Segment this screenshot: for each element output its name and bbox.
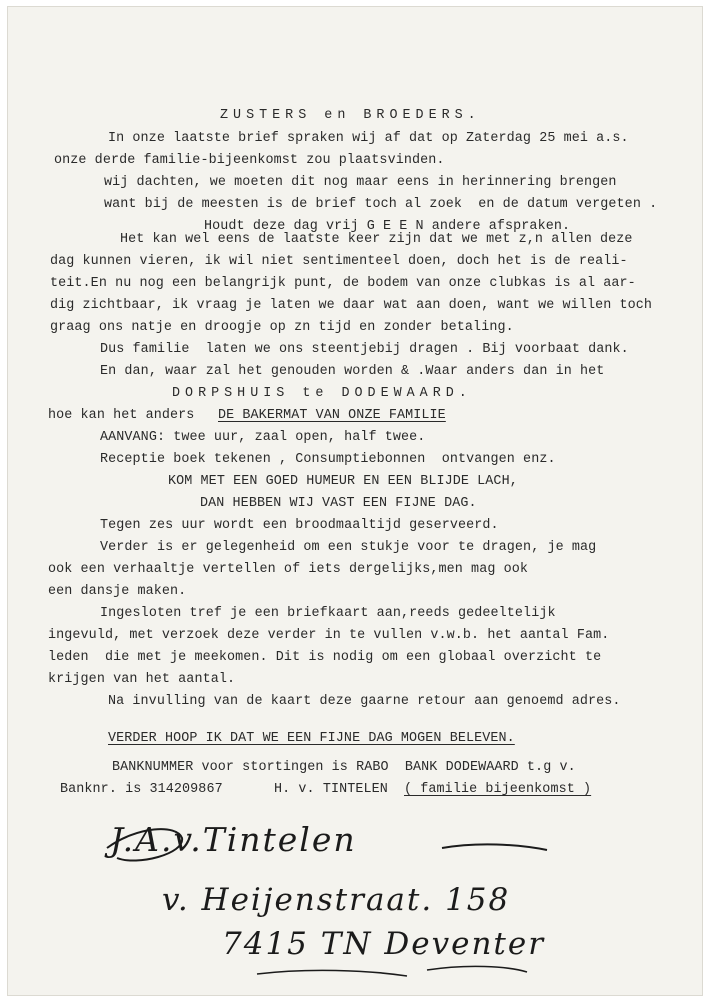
letter-line: Na invulling van de kaart deze gaarne retour aan genoemd adres.: [108, 694, 621, 709]
letter-line: teit.En nu nog een belangrijk punt, de bodem van onze clubkas is al aar-: [50, 276, 636, 291]
letter-line: In onze laatste brief spraken wij af dat op Zaterdag 25 mei a.s.: [108, 131, 629, 146]
letter-line: graag ons natje en droogje op zn tijd en zonder betaling.: [50, 320, 514, 335]
venue-name: DORPSHUIS te DODEWAARD.: [172, 386, 472, 401]
letter-line: een dansje maken.: [48, 584, 187, 599]
letter-line: KOM MET EEN GOED HUMEUR EN EEN BLIJDE LACH,: [168, 474, 518, 489]
letter-line: wij dachten, we moeten dit nog maar eens in herinnering brengen: [104, 175, 617, 190]
letter-line: DAN HEBBEN WIJ VAST EEN FIJNE DAG.: [200, 496, 477, 511]
letter-line: Dus familie laten we ons steentjebij dragen . Bij voorbaat dank.: [100, 342, 629, 357]
letter-line: Houdt deze dag vrij G E E N andere afspraken.: [204, 219, 571, 234]
letter-line: hoe kan het anders: [48, 408, 195, 423]
account-holder: H. v. TINTELEN: [274, 782, 388, 797]
family-motto: DE BAKERMAT VAN ONZE FAMILIE: [218, 408, 446, 423]
letter-line: onze derde familie-bijeenkomst zou plaatsvinden.: [54, 153, 445, 168]
signature-name: J.A.v.Tintelen: [110, 820, 357, 859]
letter-line: ook een verhaaltje vertellen of iets dergelijks,men mag ook: [48, 562, 529, 577]
letter-line: Verder is er gelegenheid om een stukje voor te dragen, je mag: [100, 540, 597, 555]
letter-line: dag kunnen vieren, ik wil niet sentimenteel doen, doch het is de reali-: [50, 254, 628, 269]
letter-line: leden die met je meekomen. Dit is nodig om een globaal overzicht te: [48, 650, 602, 665]
letter-line: Tegen zes uur wordt een broodmaaltijd geserveerd.: [100, 518, 499, 533]
signature-city: 7415 TN Deventer: [222, 926, 546, 962]
signature-flourish: [7, 6, 703, 996]
closing-wish: VERDER HOOP IK DAT WE EEN FIJNE DAG MOGEN BELEVEN.: [108, 731, 515, 746]
letter-line: AANVANG: twee uur, zaal open, half twee.: [100, 430, 426, 445]
bank-number: Banknr. is 314209867: [60, 782, 223, 797]
letter-line: Het kan wel eens de laatste keer zijn dat we met z,n allen deze: [120, 232, 633, 247]
account-purpose: ( familie bijeenkomst ): [404, 782, 592, 797]
letter-line: want bij de meesten is de brief toch al zoek en de datum vergeten .: [104, 197, 658, 212]
letter-line: dig zichtbaar, ik vraag je laten we daar wat aan doen, want we willen toch: [50, 298, 653, 313]
letter-line: Receptie boek tekenen , Consumptiebonnen ontvangen enz.: [100, 452, 556, 467]
letter-heading: ZUSTERS en BROEDERS.: [220, 108, 481, 123]
letter-line: Ingesloten tref je een briefkaart aan,reeds gedeeltelijk: [100, 606, 556, 621]
letter-line: krijgen van het aantal.: [48, 672, 236, 687]
letter-line: ingevuld, met verzoek deze verder in te vullen v.w.b. het aantal Fam.: [48, 628, 610, 643]
bank-line: BANKNUMMER voor stortingen is RABO BANK DODEWAARD t.g v.: [112, 760, 576, 775]
letter-line: En dan, waar zal het genouden worden & .Waar anders dan in het: [100, 364, 605, 379]
letter-page: [7, 6, 703, 996]
signature-street: v. Heijenstraat. 158: [162, 882, 511, 918]
